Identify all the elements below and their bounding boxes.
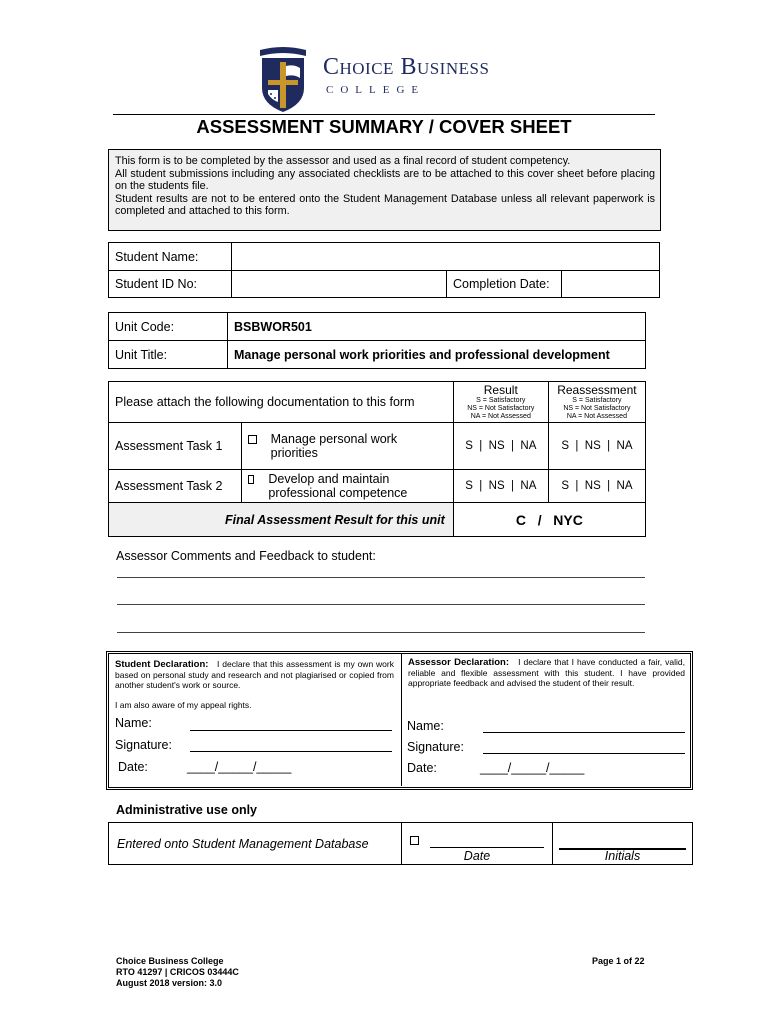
- admin-entered-label: Entered onto Student Management Database: [109, 823, 402, 865]
- legend-not-satisfactory: NS = Not Satisfactory: [563, 405, 631, 412]
- table-row: [109, 470, 646, 503]
- final-result-options[interactable]: C / NYC: [453, 503, 645, 537]
- unit-title-value: Manage personal work priorities and professional development: [228, 341, 646, 369]
- student-declaration-text: I declare that this assessment is my own work based on personal study and research and not plagiarised or copied from another student's work or source.: [115, 659, 394, 690]
- task-label: Assessment Task 2: [109, 470, 242, 503]
- footer-page-number: Page 1 of 22: [592, 956, 645, 966]
- admin-initials-label: Initials: [604, 849, 641, 863]
- comment-line[interactable]: [117, 577, 645, 578]
- result-header: Result: [483, 383, 518, 397]
- result-header-cell: [453, 382, 548, 423]
- student-name-label: Name:: [115, 716, 152, 730]
- table-row: [109, 423, 646, 470]
- task-desc-cell: [241, 423, 453, 470]
- assessor-signature-line[interactable]: [483, 753, 685, 754]
- student-appeal-text: I am also aware of my appeal rights.: [115, 700, 252, 710]
- completion-date-label: Completion Date:: [447, 271, 562, 298]
- student-signature-label: Signature:: [115, 738, 172, 752]
- footer-version: August 2018 version: 3.0: [116, 978, 223, 988]
- student-date-label: Date:: [118, 760, 148, 774]
- comment-line[interactable]: [117, 604, 645, 605]
- task-reassess-options[interactable]: S | NS | NA: [548, 423, 645, 470]
- college-logo: [258, 44, 308, 114]
- assessor-signature-label: Signature:: [407, 740, 464, 754]
- intro-line: All student submissions including any associated checklists are to be attached to this cover sheet before placing on the students file.: [115, 167, 655, 193]
- admin-initials-cell: [553, 823, 693, 865]
- legend-satisfactory: S = Satisfactory: [572, 397, 622, 404]
- page-title: ASSESSMENT SUMMARY / COVER SHEET: [196, 116, 572, 137]
- student-declaration-heading: Student Declaration:: [115, 659, 209, 670]
- brand-subtitle: COLLEGE: [326, 84, 426, 96]
- declarations-divider: [401, 653, 402, 786]
- checkbox-icon[interactable]: [410, 836, 419, 845]
- assessor-declaration-text: I declare that I have conducted a fair, valid, reliable and flexible assessment with this student. I have provided appropriate feedback and advised the student of their result.: [408, 657, 685, 688]
- assessment-tasks-table: [108, 381, 646, 537]
- intro-line: This form is to be completed by the assessor and used as a final record of student competency.: [115, 155, 571, 167]
- student-signature-line[interactable]: [190, 751, 392, 752]
- task-result-options[interactable]: S | NS | NA: [453, 470, 548, 503]
- student-id-label: Student ID No:: [109, 271, 232, 298]
- reassessment-header-cell: [548, 382, 645, 423]
- task-result-options[interactable]: S | NS | NA: [453, 423, 548, 470]
- shield-book-icon: [258, 44, 308, 114]
- attach-documentation-label: Please attach the following documentation to this form: [109, 382, 454, 423]
- assessor-date-field[interactable]: ____/_____/_____: [480, 761, 585, 775]
- task-desc: Manage personal work priorities: [270, 432, 398, 460]
- admin-date-cell: [402, 823, 553, 865]
- student-name-field[interactable]: [232, 243, 660, 271]
- student-details-table: [108, 242, 660, 298]
- footer-info: [116, 956, 239, 989]
- unit-code-value: BSBWOR501: [228, 313, 646, 341]
- footer-college: Choice Business College: [116, 956, 224, 966]
- checkbox-icon[interactable]: [248, 435, 257, 444]
- admin-heading: Administrative use only: [116, 803, 258, 817]
- intro-line: Student results are not to be entered onto the Student Management Database unless all relevant paperwork is completed and attached to this form.: [115, 192, 655, 218]
- brand-name: Choice Business: [323, 54, 490, 80]
- legend-not-assessed: NA = Not Assessed: [470, 413, 531, 420]
- admin-date-line[interactable]: [430, 847, 544, 848]
- task-desc: Develop and maintain professional competence: [268, 472, 408, 500]
- reassessment-header: Reassessment: [557, 383, 637, 397]
- assessor-date-label: Date:: [407, 761, 437, 775]
- legend-not-assessed: NA = Not Assessed: [566, 413, 627, 420]
- student-date-field[interactable]: ____/_____/_____: [187, 760, 292, 774]
- legend-not-satisfactory: NS = Not Satisfactory: [467, 405, 535, 412]
- task-label: Assessment Task 1: [109, 423, 242, 470]
- intro-box: [108, 149, 661, 231]
- student-declaration: [115, 659, 394, 690]
- unit-title-label: Unit Title:: [109, 341, 228, 369]
- comment-line[interactable]: [117, 632, 645, 633]
- title-rule: [113, 114, 655, 115]
- unit-table: [108, 312, 646, 369]
- assessor-name-label: Name:: [407, 719, 444, 733]
- checkbox-icon[interactable]: [248, 475, 255, 484]
- assessor-declaration: [408, 657, 685, 688]
- task-reassess-options[interactable]: S | NS | NA: [548, 470, 645, 503]
- student-id-field[interactable]: [232, 271, 447, 298]
- admin-date-label: Date: [463, 849, 491, 863]
- assessor-name-line[interactable]: [483, 732, 685, 733]
- completion-date-field[interactable]: [562, 271, 660, 298]
- student-name-line[interactable]: [190, 730, 392, 731]
- assessor-declaration-heading: Assessor Declaration:: [408, 657, 509, 668]
- task-desc-cell: [241, 470, 453, 503]
- footer-rto: RTO 41297 | CRICOS 03444C: [116, 967, 239, 977]
- unit-code-label: Unit Code:: [109, 313, 228, 341]
- student-name-label: Student Name:: [109, 243, 232, 271]
- final-result-label: Final Assessment Result for this unit: [109, 503, 454, 537]
- legend-satisfactory: S = Satisfactory: [476, 397, 526, 404]
- admin-table: [108, 822, 693, 865]
- comments-label: Assessor Comments and Feedback to student:: [116, 549, 376, 563]
